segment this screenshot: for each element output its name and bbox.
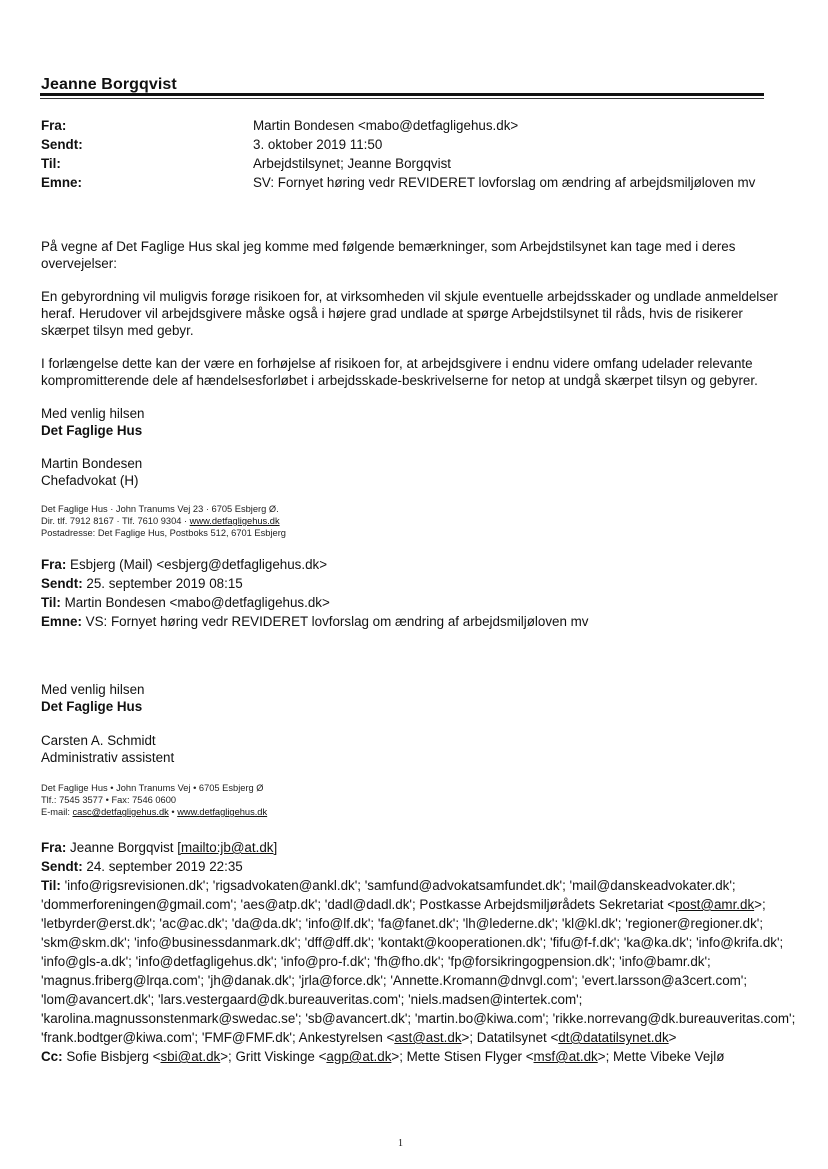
body-paragraph-3: I forlængelse dette kan der være en forhøjelse af risikoen for, at arbejdsgivere i endnu videre omfang udelader relevante kompromitterende dele af hændelsesforløbet i arbejdsskade-beskrivelserne for netop at undgå skærpet tilsyn og gebyrer. — [41, 356, 758, 388]
footer-phone-text: Dir. tlf. 7912 8167 · Tlf. 7610 9304 · — [41, 516, 190, 526]
subject-label: Emne: — [41, 175, 82, 190]
sig2-title: Administrativ assistent — [41, 750, 175, 765]
mailbox-owner-name: Jeanne Borgqvist — [41, 76, 177, 93]
fwd2-sent-row — [41, 857, 801, 876]
fwd1-subject-value: VS: Fornyet høring vedr REVIDERET lovforslag om ændring af arbejdsmiljøloven mv — [85, 614, 589, 629]
fwd2-from-value: Jeanne Borgqvist — [70, 840, 178, 855]
fwd2-from-label: Fra: — [41, 840, 67, 855]
fwd2-cc-text-4: >; Mette Vibeke Vejlø — [597, 1049, 725, 1064]
fwd1-to-label: Til: — [41, 595, 61, 610]
sig2-org: Det Faglige Hus — [41, 699, 143, 714]
fwd1-from-value: Esbjerg (Mail) <esbjerg@detfagligehus.dk> — [70, 557, 328, 572]
sig2-website-link[interactable]: www.detfagligehus.dk — [177, 807, 268, 817]
fwd2-cc-text-3: >; Mette Stisen Flyger < — [391, 1049, 534, 1064]
from-value: Martin Bondesen <mabo@detfagligehus.dk> — [253, 118, 519, 133]
sent-label: Sendt: — [41, 137, 83, 152]
fwd2-cc-link-1[interactable]: sbi@at.dk — [160, 1049, 221, 1064]
fwd2-sent-value: 24. september 2019 22:35 — [86, 859, 243, 874]
fwd1-from-row — [41, 555, 801, 574]
fwd2-cc-link-3[interactable]: msf@at.dk — [533, 1049, 598, 1064]
fwd2-cc-text-2: >; Gritt Viskinge < — [220, 1049, 327, 1064]
fwd2-to-text-3: >; Datatilsynet < — [461, 1030, 559, 1045]
to-value: Arbejdstilsynet; Jeanne Borgqvist — [253, 156, 451, 171]
header-from-row — [41, 116, 781, 135]
forwarded-header-1 — [41, 555, 801, 631]
subject-value: SV: Fornyet høring vedr REVIDERET lovforslag om ændring af arbejdsmiljøloven mv — [253, 175, 756, 190]
fwd2-to-text-4: > — [668, 1030, 677, 1045]
fwd2-cc-text-1: Sofie Bisbjerg < — [66, 1049, 161, 1064]
body-paragraph-2: En gebyrordning vil muligvis forøge risikoen for, at virksomheden vil skjule eventuelle arbejdsskader og undlade anmeldelser heraf. Herudover vil arbejdsgivere måske også i højere grad undlade at spørge Arbejdstilsynet til råds, hvis de risikerer skærpet tilsyn med gebyr. — [41, 289, 778, 338]
fwd2-to-text-2: >; 'letbyrder@erst.dk'; 'ac@ac.dk'; 'da@da.dk'; 'info@lf.dk'; 'fa@fanet.dk'; 'lh@lederne.dk'; 'kl@kl.dk'; 'regioner@regioner.dk'; 'skm@skm.dk'; 'info@businessdanmark.dk'; 'dff@dff.dk'; 'kontakt@kooperationen.dk'; 'fifu@f-f.dk'; 'ka@ka.dk'; 'info@krifa.dk'; 'info@gls-a.dk'; 'info@detfagligehus.dk'; 'info@pro-f.dk'; 'fh@fho.dk'; 'fp@forsikringogpension.dk'; 'info@bamr.dk'; 'magnus.friberg@lrqa.com'; 'jh@danak.dk'; 'jrla@force.dk'; 'Annette.Kromann@dnvgl.com'; 'evert.larsson@a3cert.com'; 'lom@avancert.dk'; 'lars.vestergaard@dk.bureauveritas.com'; 'niels.madsen@intertek.com'; 'karolina.magnussonstenmark@swedac.se'; 'sb@avancert.dk'; 'martin.bo@kiwa.com'; 'rikke.norrevang@dk.bureauveritas.com'; 'frank.bodtger@kiwa.com'; 'FMF@FMF.dk'; Ankestyrelsen < — [41, 897, 796, 1045]
email-header — [41, 116, 781, 192]
footer-website-link[interactable]: www.detfagligehus.dk — [189, 516, 280, 526]
fwd2-to-link-2[interactable]: ast@ast.dk — [394, 1030, 462, 1045]
signature-2 — [41, 681, 781, 818]
fwd1-sent-value: 25. september 2019 08:15 — [86, 576, 243, 591]
fwd2-sent-label: Sendt: — [41, 859, 83, 874]
header-sent-row — [41, 135, 781, 154]
fwd2-cc-label: Cc: — [41, 1049, 63, 1064]
header-rule-thin — [40, 98, 764, 99]
fwd1-subject-row — [41, 612, 801, 631]
fwd1-from-label: Fra: — [41, 557, 67, 572]
sig2-footer-line-1: Det Faglige Hus • John Tranums Vej • 6705 Esbjerg Ø — [41, 783, 264, 793]
sig2-footer-line-2: Tlf.: 7545 3577 • Fax: 7546 0600 — [41, 795, 177, 805]
header-subject-row — [41, 173, 781, 192]
sig2-email-link[interactable]: casc@detfagligehus.dk — [72, 807, 169, 817]
signer-title: Chefadvokat (H) — [41, 473, 139, 488]
fwd1-to-value: Martin Bondesen <mabo@detfagligehus.dk> — [64, 595, 330, 610]
fwd1-sent-label: Sendt: — [41, 576, 83, 591]
fwd1-subject-label: Emne: — [41, 614, 82, 629]
fwd2-to-text-1: 'info@rigsrevisionen.dk'; 'rigsadvokaten@ankl.dk'; 'samfund@advokatsamfundet.dk'; 'mail@danskeadvokater.dk'; 'dommerforeningen@gmail.com'; 'aes@atp.dk'; 'dadl@dadl.dk'; Postkasse Arbejdsmiljørådets Sekretariat < — [41, 878, 736, 912]
header-to-row — [41, 154, 781, 173]
sig2-email-prefix: E-mail: — [41, 807, 73, 817]
fwd2-to-link-3[interactable]: dt@datatilsynet.dk — [558, 1030, 669, 1045]
fwd2-mailto-link[interactable]: [mailto:jb@at.dk] — [177, 840, 278, 855]
fwd2-cc-link-2[interactable]: agp@at.dk — [326, 1049, 392, 1064]
sent-value: 3. oktober 2019 11:50 — [253, 137, 383, 152]
email-body — [41, 238, 781, 539]
body-paragraph-1: På vegne af Det Faglige Hus skal jeg komme med følgende bemærkninger, som Arbejdstilsynet kan tage med i deres overvejelser: — [41, 239, 736, 271]
fwd2-from-row — [41, 838, 801, 857]
fwd2-to-row — [41, 876, 801, 1047]
signature-footer-line-2 — [41, 515, 781, 527]
closing-text: Med venlig hilsen — [41, 406, 145, 421]
header-rule-thick — [40, 93, 764, 96]
signer-name: Martin Bondesen — [41, 456, 143, 471]
to-label: Til: — [41, 156, 61, 171]
sig2-footer-separator: • — [168, 807, 178, 817]
forwarded-header-2 — [41, 838, 801, 1066]
sig2-name: Carsten A. Schmidt — [41, 733, 156, 748]
signature-1 — [41, 405, 781, 539]
fwd2-cc-row — [41, 1047, 801, 1066]
fwd2-to-label: Til: — [41, 878, 61, 893]
sig2-footer-line-3 — [41, 806, 781, 818]
signature-org: Det Faglige Hus — [41, 423, 143, 438]
signature-footer-line-3: Postadresse: Det Faglige Hus, Postboks 512, 6701 Esbjerg — [41, 528, 286, 538]
page-number: 1 — [398, 1138, 403, 1149]
fwd2-to-link-1[interactable]: post@amr.dk — [675, 897, 755, 912]
fwd1-to-row — [41, 593, 801, 612]
sig2-closing: Med venlig hilsen — [41, 682, 145, 697]
from-label: Fra: — [41, 118, 67, 133]
signature-footer-line-1: Det Faglige Hus · John Tranums Vej 23 · 6705 Esbjerg Ø. — [41, 504, 279, 514]
fwd1-sent-row — [41, 574, 801, 593]
